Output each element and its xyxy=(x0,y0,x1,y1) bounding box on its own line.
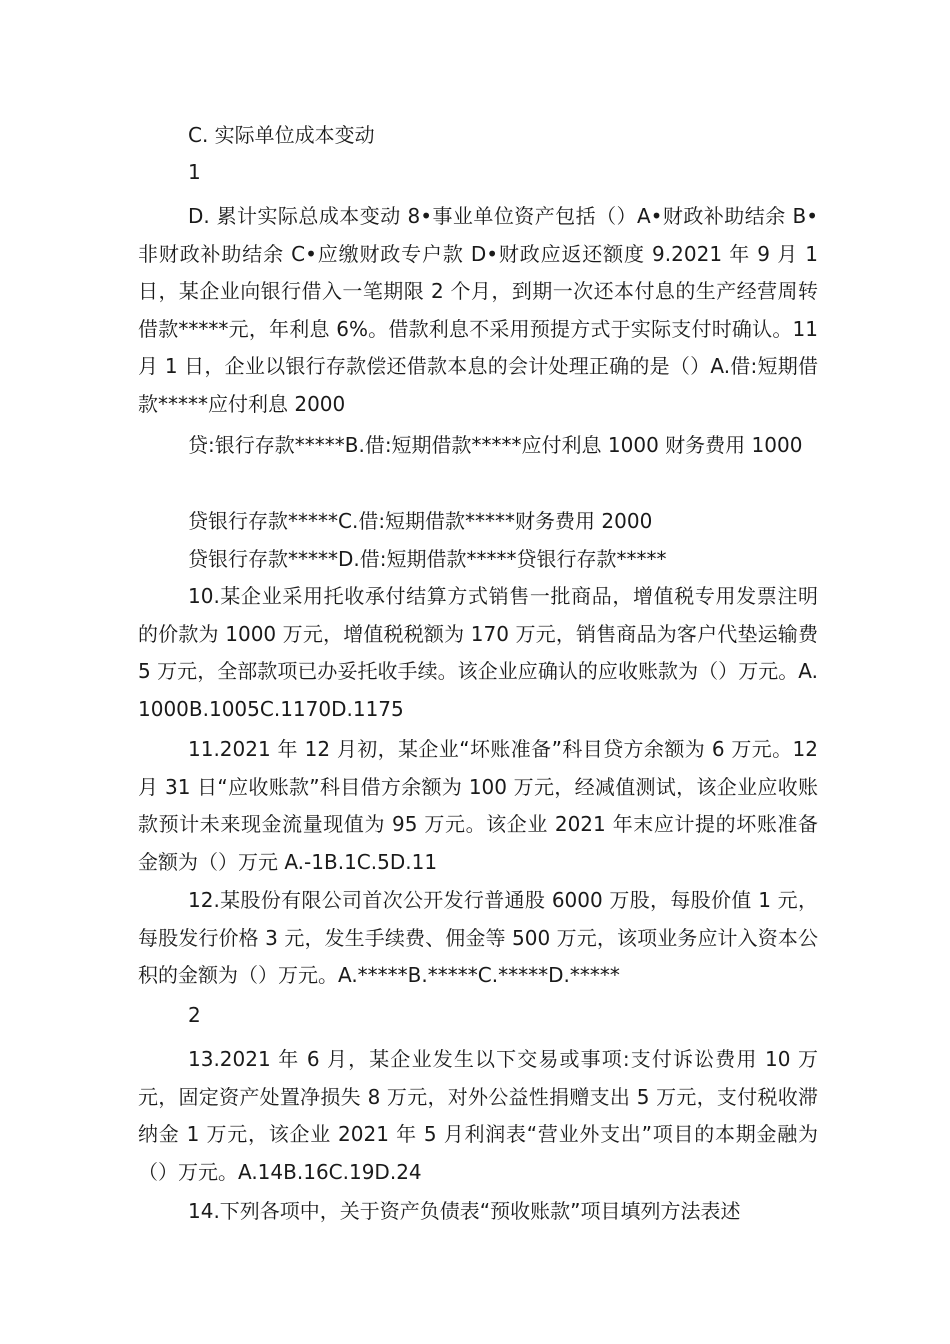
q9-option-c-line: 贷银行存款*****C.借:短期借款*****财务费用 2000 xyxy=(188,509,653,533)
paragraph-q12: 12.某股份有限公司首次公开发行普通股 6000 万股，每股价值 1 元，每股发行价格 3 元，发生手续费、佣金等 500 万元，该项业务应计入资本公积的金额为（）万元。A.*****B.*****C.*****D.***** xyxy=(138,888,818,987)
paragraph-d-q8-q9: D. 累计实际总成本变动 8•事业单位资产包括（）A•财政补助结余 B•非财政补助结余 C•应缴财政专户款 D•财政应返还额度 9.2021 年 9 月 1 日，某企业向银行借入一笔期限 2 个月，到期一次还本付息的生产经营周转借款*****元，年利息 6%。借款利息不采用预提方式于实际支付时确认。11 月 1 日，企业以银行存款偿还借款本息的会计处理正确的是（）A.借:短期借款*****应付利息 2000 xyxy=(138,204,818,416)
page-marker-1: 1 xyxy=(188,160,201,184)
option-c-line: C. 实际单位成本变动 xyxy=(188,123,375,147)
page-marker-2: 2 xyxy=(188,1003,201,1027)
paragraph-q10: 10.某企业采用托收承付结算方式销售一批商品，增值税专用发票注明的价款为 1000 万元，增值税税额为 170 万元，销售商品为客户代垫运输费 5 万元，全部款项已办妥托收手续。该企业应确认的应收账款为（）万元。A.1000B.1005C.1170D.1175 xyxy=(138,584,818,721)
paragraph-q9-option-b: 贷:银行存款*****B.借:短期借款*****应付利息 1000 财务费用 1000 xyxy=(188,433,803,457)
paragraph-q11: 11.2021 年 12 月初，某企业“坏账准备”科目贷方余额为 6 万元。12 月 31 日“应收账款”科目借方余额为 100 万元，经减值测试，该企业应收账款预计未来现金流量现值为 95 万元。该企业 2021 年末应计提的坏账准备金额为（）万元 A.-1B.1C.5D.11 xyxy=(138,737,818,874)
q9-option-d-line: 贷银行存款*****D.借:短期借款*****贷银行存款***** xyxy=(188,547,667,571)
paragraph-q14: 14.下列各项中，关于资产负债表“预收账款”项目填列方法表述 xyxy=(188,1199,741,1223)
paragraph-q13: 13.2021 年 6 月，某企业发生以下交易或事项:支付诉讼费用 10 万元，固定资产处置净损失 8 万元，对外公益性捐赠支出 5 万元，支付税收滞纳金 1 万元，该企业 2021 年 5 月利润表“营业外支出”项目的本期金融为（）万元。A.14B.16C.19D.24 xyxy=(138,1047,818,1184)
